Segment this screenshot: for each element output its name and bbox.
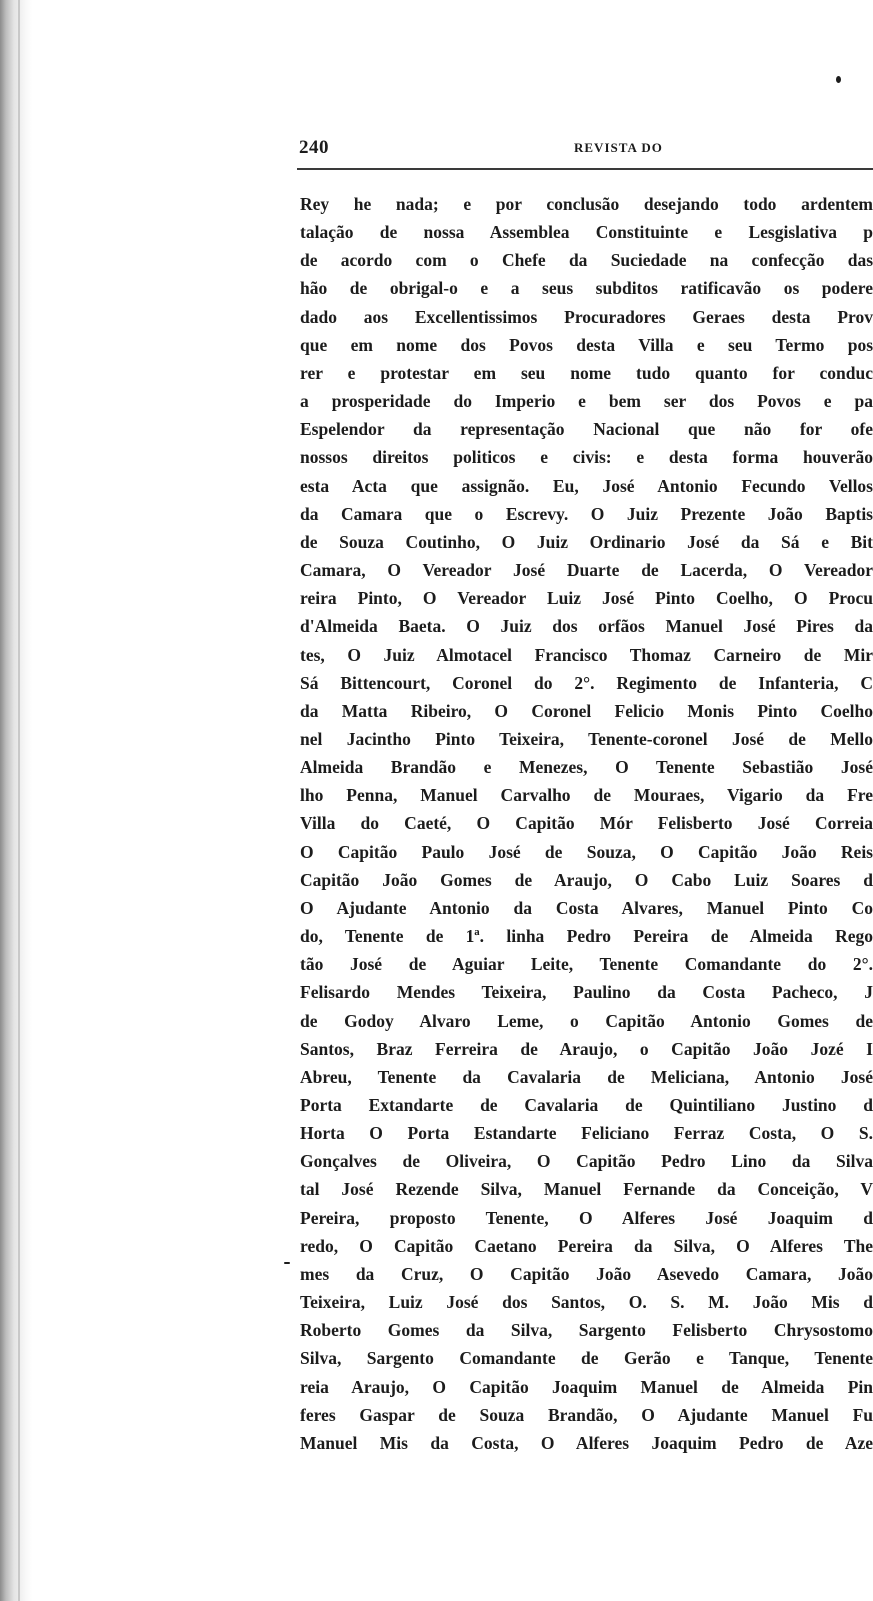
text-line: do, Tenente de 1ª. linha Pedro Pereira de Almeida Rego bbox=[300, 926, 873, 947]
text-line: tal José Rezende Silva, Manuel Fernande da Conceição, V bbox=[300, 1179, 873, 1200]
text-line: da Matta Ribeiro, O Coronel Felicio Monis Pinto Coelho bbox=[300, 700, 873, 721]
text-line: Felisardo Mendes Teixeira, Paulino da Costa Pacheco, J bbox=[300, 982, 873, 1003]
text-line: esta Acta que assignão. Eu, José Antonio Fecundo Vellos bbox=[300, 475, 873, 496]
text-line: Santos, Braz Ferreira de Araujo, o Capitão João Jozé I bbox=[300, 1038, 873, 1059]
text-line: de Souza Coutinho, O Juiz Ordinario José da Sá e Bit bbox=[300, 531, 873, 552]
header-rule bbox=[297, 168, 873, 170]
text-line: hão de obrigal-o e a seus subditos ratificavão os podere bbox=[300, 278, 873, 299]
binding-shadow-line bbox=[18, 0, 20, 1601]
text-line: Abreu, Tenente da Cavalaria de Meliciana, Antonio José bbox=[300, 1066, 873, 1087]
text-line: da Camara que o Escrevy. O Juiz Prezente João Baptis bbox=[300, 503, 873, 524]
text-line: Pereira, proposto Tenente, O Alferes José Joaquim d bbox=[300, 1207, 873, 1228]
page-binding-edge bbox=[0, 0, 32, 1601]
text-line: Espelendor da representação Nacional que não for ofe bbox=[300, 419, 873, 440]
body-text bbox=[300, 190, 873, 1453]
text-line: mes da Cruz, O Capitão João Asevedo Camara, João bbox=[300, 1263, 873, 1284]
text-line: dado aos Excellentissimos Procuradores Geraes desta Prov bbox=[300, 306, 873, 327]
journal-title: REVISTA DO bbox=[574, 140, 663, 155]
page-number: 240 bbox=[299, 137, 329, 158]
text-line: Silva, Sargento Comandante de Gerão e Tanque, Tenente bbox=[300, 1348, 873, 1369]
text-line: nel Jacintho Pinto Teixeira, Tenente-coronel José de Mello bbox=[300, 728, 873, 749]
text-line: O Ajudante Antonio da Costa Alvares, Manuel Pinto Co bbox=[300, 897, 873, 918]
running-head bbox=[299, 137, 873, 161]
text-line: Teixeira, Luiz José dos Santos, O. S. M. João Mis d bbox=[300, 1292, 873, 1313]
text-line: O Capitão Paulo José de Souza, O Capitão João Reis bbox=[300, 841, 873, 862]
text-line: Sá Bittencourt, Coronel do 2°. Regimento de Infanteria, C bbox=[300, 672, 873, 693]
text-line: talação de nossa Assemblea Constituinte e Lesgislativa p bbox=[300, 222, 873, 243]
text-line: de Godoy Alvaro Leme, o Capitão Antonio Gomes de bbox=[300, 1010, 873, 1031]
text-line: a prosperidade do Imperio e bem ser dos Povos e pa bbox=[300, 391, 873, 412]
text-line: d'Almeida Baeta. O Juiz dos orfãos Manuel José Pires da bbox=[300, 616, 873, 637]
text-line: Capitão João Gomes de Araujo, O Cabo Luiz Soares d bbox=[300, 869, 873, 890]
text-line: Gonçalves de Oliveira, O Capitão Pedro Lino da Silva bbox=[300, 1151, 873, 1172]
text-line: Villa do Caeté, O Capitão Mór Felisberto José Correia bbox=[300, 813, 873, 834]
text-line: reia Araujo, O Capitão Joaquim Manuel de Almeida Pin bbox=[300, 1376, 873, 1397]
text-line: tes, O Juiz Almotacel Francisco Thomaz Carneiro de Mir bbox=[300, 644, 873, 665]
text-line: Porta Extandarte de Cavalaria de Quintiliano Justino d bbox=[300, 1095, 873, 1115]
ink-speck bbox=[836, 76, 841, 83]
text-line: Roberto Gomes da Silva, Sargento Felisberto Chrysostomo bbox=[300, 1320, 873, 1341]
text-line: que em nome dos Povos desta Villa e seu Termo pos bbox=[300, 334, 873, 355]
text-line: feres Gaspar de Souza Brandão, O Ajudante Manuel Fu bbox=[300, 1404, 873, 1425]
text-line: Horta O Porta Estandarte Feliciano Ferraz Costa, O S. bbox=[300, 1123, 873, 1144]
text-line: Almeida Brandão e Menezes, O Tenente Sebastião José bbox=[300, 757, 873, 778]
text-line: Rey he nada; e por conclusão desejando todo ardentem bbox=[300, 194, 873, 214]
text-line: Camara, O Vereador José Duarte de Lacerda, O Vereador bbox=[300, 560, 873, 581]
text-line: de acordo com o Chefe da Suciedade na confecção das bbox=[300, 250, 873, 271]
text-line: tão José de Aguiar Leite, Tenente Comandante do 2°. bbox=[300, 954, 873, 975]
text-line: redo, O Capitão Caetano Pereira da Silva, O Alferes The bbox=[300, 1235, 873, 1256]
text-line: lho Penna, Manuel Carvalho de Mouraes, Vigario da Fre bbox=[300, 785, 873, 806]
text-line: rer e protestar em seu nome tudo quanto for conduc bbox=[300, 362, 873, 383]
margin-mark bbox=[284, 1262, 290, 1264]
text-line: Manuel Mis da Costa, O Alferes Joaquim Pedro de Aze bbox=[300, 1432, 873, 1453]
text-line: reira Pinto, O Vereador Luiz José Pinto Coelho, O Procu bbox=[300, 588, 873, 609]
text-line: nossos direitos politicos e civis: e desta forma houverão bbox=[300, 447, 873, 468]
